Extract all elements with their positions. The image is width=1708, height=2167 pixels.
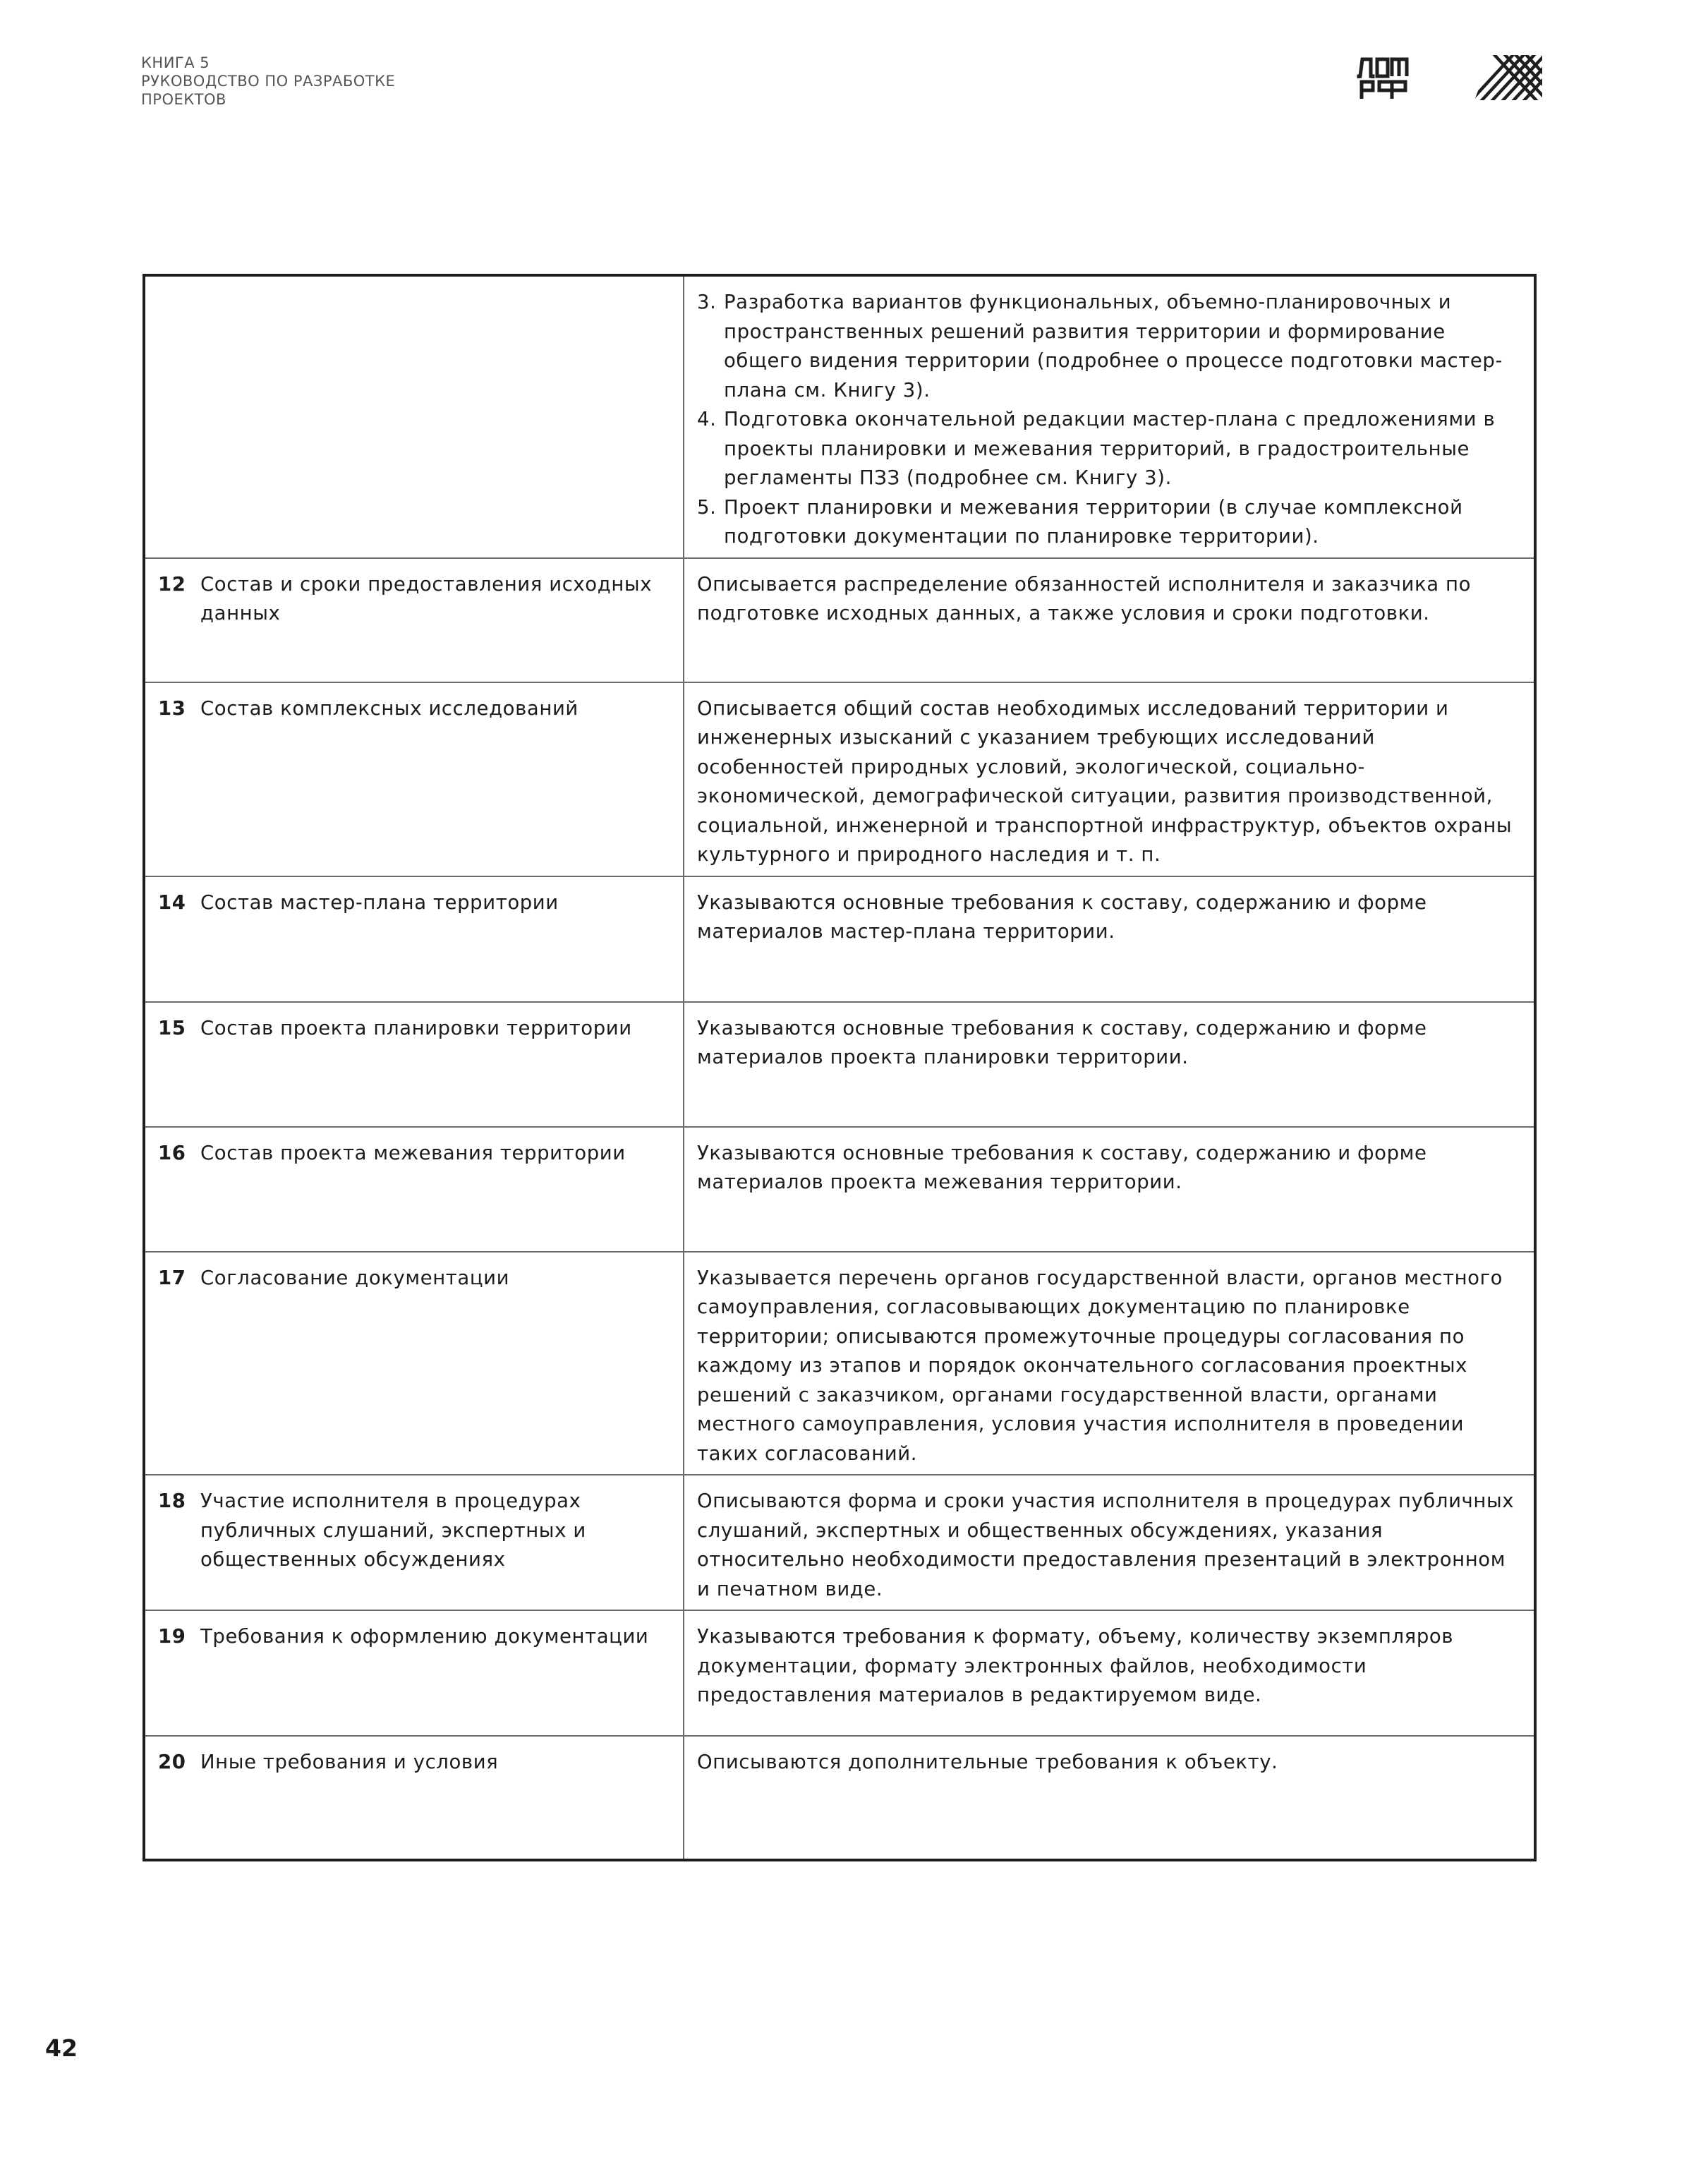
item-name: Иные требования и условия: [200, 1751, 499, 1773]
item-name: Состав мастер-плана территории: [200, 891, 559, 914]
table-row: [144, 1610, 1535, 1736]
list-item: [697, 493, 1524, 552]
item-name: Требования к оформлению документации: [200, 1625, 649, 1648]
table-cell-empty: [144, 275, 684, 558]
header-title-line2: ПРОЕКТОВ: [141, 91, 226, 108]
step-number: 4.: [697, 408, 717, 430]
item-number: 17: [158, 1266, 186, 1289]
item-number: 16: [158, 1141, 186, 1164]
table-row: [144, 876, 1535, 1002]
requirements-table: [143, 274, 1537, 1861]
item-description: Указывается перечень органов государственной власти, органов местного самоуправления, согласовывающих документацию по планировке территории; описываются промежуточные процедуры согласования по каждому из этапов и порядок окончательного согласования проектных решений с заказчиком, органами государственной власти, органами местного самоуправления, условия участия исполнителя в проведении таких согласований.: [684, 1252, 1535, 1475]
table-row: [144, 1252, 1535, 1475]
item-description: Описываются дополнительные требования к объекту.: [684, 1736, 1535, 1860]
table-row: [144, 682, 1535, 876]
table-row: [144, 275, 1535, 558]
item-number: 14: [158, 891, 186, 914]
table-row: [144, 1002, 1535, 1127]
item-name: Участие исполнителя в процедурах публичных слушаний, экспертных и общественных обсуждениях: [200, 1490, 586, 1571]
item-name: Состав и сроки предоставления исходных данных: [200, 572, 653, 624]
item-cell: [144, 1002, 684, 1127]
table-row: [144, 1127, 1535, 1252]
item-description: Указываются основные требования к составу, содержанию и форме материалов проекта межевания территории.: [684, 1127, 1535, 1252]
table-cell-steps: [684, 275, 1535, 558]
item-name: Согласование документации: [200, 1266, 510, 1289]
item-description: Указываются основные требования к составу, содержанию и форме материалов проекта планировки территории.: [684, 1002, 1535, 1127]
item-cell: [144, 876, 684, 1002]
step-number: 5.: [697, 495, 717, 519]
item-cell: [144, 1610, 684, 1736]
running-header: [141, 54, 395, 109]
item-number: 13: [158, 696, 186, 720]
item-number: 20: [158, 1751, 186, 1773]
list-item: [697, 405, 1524, 493]
page-number: 42: [45, 2034, 78, 2062]
item-number: 19: [158, 1625, 186, 1648]
item-cell: [144, 558, 684, 682]
item-number: 18: [158, 1490, 186, 1512]
step-number: 3.: [697, 291, 717, 313]
item-cell: [144, 1252, 684, 1475]
step-text: Подготовка окончательной редакции мастер-плана с предложениями в проекты планировки и межевания территорий, в градостроительные регламенты ПЗЗ (подробнее см. Книгу 3).: [724, 408, 1496, 489]
header-title-line1: РУКОВОДСТВО ПО РАЗРАБОТКЕ: [141, 73, 396, 90]
item-name: Состав проекта межевания территории: [200, 1141, 626, 1164]
item-description: Описывается распределение обязанностей исполнителя и заказчика по подготовке исходных данных, а также условия и сроки подготовки.: [684, 558, 1535, 682]
item-description: Указываются требования к формату, объему, количеству экземпляров документации, формату электронных файлов, необходимости предоставления материалов в редактируемом виде.: [684, 1610, 1535, 1736]
table-row: [144, 558, 1535, 682]
dom-rf-logo-icon: [1356, 55, 1411, 100]
item-description: Описывается общий состав необходимых исследований территории и инженерных изысканий с указанием требующих исследований особенностей природных условий, экологической, социально-экономической, демографической ситуации, развития производственной, социальной, инженерной и транспортной инфраструктур, объектов охраны культурного и природного наследия и т. п.: [684, 682, 1535, 876]
step-text: Проект планировки и межевания территории (в случае комплексной подготовки документации по планировке территории).: [724, 495, 1463, 548]
item-cell: [144, 1475, 684, 1610]
header-book: КНИГА 5: [141, 54, 210, 71]
table-row: [144, 1475, 1535, 1610]
list-item: [697, 288, 1524, 405]
steps-list: [697, 288, 1524, 552]
item-cell: [144, 682, 684, 876]
item-cell: [144, 1736, 684, 1860]
item-cell: [144, 1127, 684, 1252]
item-name: Состав комплексных исследований: [200, 696, 579, 720]
item-description: Описываются форма и сроки участия исполнителя в процедурах публичных слушаний, экспертных и общественных обсуждениях, указания относительно необходимости предоставления презентаций в электронном и печатном виде.: [684, 1475, 1535, 1610]
step-text: Разработка вариантов функциональных, объемно-планировочных и пространственных решений развития территории и формирование общего видения территории (подробнее о процессе подготовки мастер-плана см. Книгу 3).: [724, 291, 1503, 402]
hatched-pattern-logo-icon: [1474, 55, 1542, 100]
item-number: 12: [158, 572, 186, 596]
item-number: 15: [158, 1016, 186, 1039]
item-name: Состав проекта планировки территории: [200, 1016, 632, 1039]
table-row: [144, 1736, 1535, 1860]
item-description: Указываются основные требования к составу, содержанию и форме материалов мастер-плана территории.: [684, 876, 1535, 1002]
